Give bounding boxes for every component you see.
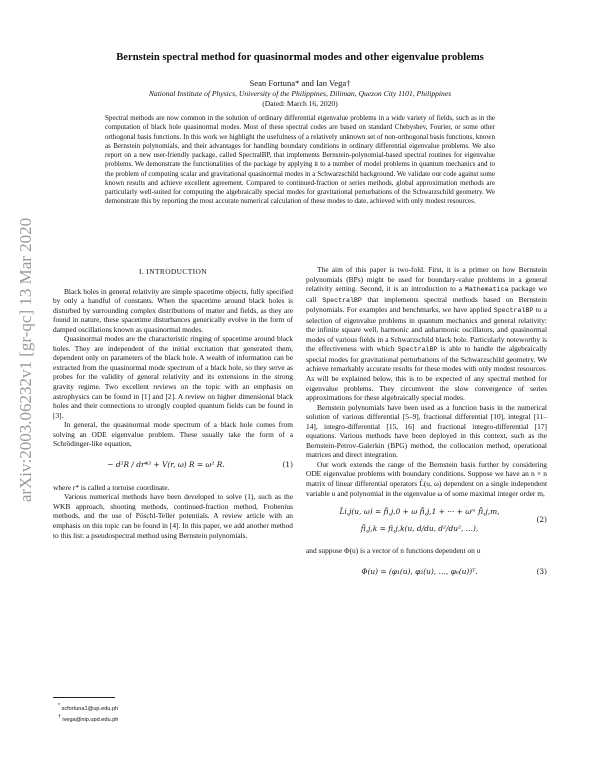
paper-date: (Dated: March 16, 2020) [262,99,338,108]
code-spectralbp: SpectralBP [397,346,438,354]
code-mathematica: Mathematica [464,286,509,294]
footnote-1 [58,702,118,713]
footnote-1-email: scfortuna1@up.edu.ph [61,705,119,712]
text-run: to a selection of eigenvalue problems in quantum mechanics and general relativity: the infinite square well, harmonic and anharmonic oscillators, and quasinormal modes of various fields in a Schwarzschild black hole. Particularly noteworthy is the effectiveness with which [306,305,547,354]
footnote-2-email: ivega@nip.upd.edu.ph [62,716,119,723]
paper-affiliation: National Institute of Physics, University of the Philippines, Diliman, Quezon City 1101, Philippines [148,89,452,98]
equation-2-number: (2) [536,515,547,525]
left-paragraph-3: In general, the quasinormal mode spectrum of a black hole comes from solving an ODE eigenvalue problem. These usually take the form of a Schrödinger-like equation, [53,420,293,449]
text-run: package we call [306,284,547,304]
arxiv-stamp-text: arXiv:2003.06232v1 [gr-qc] 13 Mar 2020 [16,217,35,503]
paper-authors: Sean Fortuna* and Ian Vega† [249,78,351,88]
code-spectralbp: SpectralBP [493,307,534,315]
abstract: Spectral methods are now common in the solution of ordinary differential eigenvalue problems in a wide variety of fields, such as in the computation of black hole quasinormal modes. Most of these spectral codes are based on standard Chebyshev, Fourier, or some other orthogonal basis functions. In this work we highlight the usefulness of a relatively unknown set of non-orthogonal basis functions, known as Bernstein polynomials, and their advantages for handling boundary conditions in ordinary differential eigenvalue problems. We also report on a new user-friendly package, called SpectralBP, that implements Bernstein-polynomial-based spectral routines for eigenvalue problems. We demonstrate the functionalities of the package by applying it to a number of model problems in quantum mechanics and to the problem of computing scalar and gravitational quasinormal modes in a Schwarzschild background. We validate our code against some known results and achieve excellent agreement. Compared to continued-fraction or series methods, global approximation methods are particularly well-suited for computing the algebraically special modes for gravitational perturbations of the Schwarzschild geometry. We demonstrate this by reporting the most accurate numerical calculation of these modes to date, achieved with only modest resources. [105,114,495,206]
right-paragraph-2: Bernstein polynomials have been used as a function basis in the numerical solution of various differential [5–9], fractional differential [10], integral [11–14], integro-differential [15, 16] and fractional integro-differential [17] equations. Various methods have been deployed in this context, such as the Bernstein-Petrov-Galerkin (BPG) method, the collocation method, operational matrices and direct integration. [306,402,547,460]
right-column [306,265,547,590]
paper-title: Bernstein spectral method for quasinormal modes and other eigenvalue problems [116,52,484,63]
text-run: that implements spectral methods based on Bernstein polynomials. For examples and benchmarks, we have applied [306,294,547,315]
text-run: is able to handle the algebraically special modes for gravitational perturbations of the Schwarzschild geometry. We achieve remarkably accurate results for these modes with only modest resources. As will be explained below, this is to be expected of any spectral method for eigenvalue problems. They circumvent the slow convergence of series approximations for these algebraically special modes. [306,344,548,403]
equation-3-body: Φ(u) = (φ₁(u), φ₂(u), …, φₙ(u))ᵀ. [361,566,478,576]
right-paragraph-1 [306,265,547,403]
footnotes [58,702,118,724]
left-column [53,267,293,540]
right-paragraph-3: Our work extends the range of the Bernstein basis further by considering ODE eigenvalue problems with boundary conditions. Suppose we have an n × n matrix of linear differential operators L̂(u, ω) dependent on a single independent variable u and polynomial in the eigenvalue ω of some maximal integer order m, [306,459,547,498]
right-paragraph-4: and suppose Φ(u) is a vector of n functions dependent on u [306,546,481,556]
equation-1 [53,456,293,476]
left-paragraph-5: Various numerical methods have been developed to solve (1), such as the WKB approach, shooting methods, continued-fraction method, Frobenius methods, and the use of Pöschl-Teller potentials. A review article with an emphasis on this topic can be found in [4]. In this paper, we add another method to this list: a pseudospectral method using Bernstein polynomials. [53,492,293,540]
left-paragraph-4: where r* is called a tortoise coordinate. [53,482,170,492]
equation-1-body: − d²R / dr*² + V(r, ω) R = ω² R. [107,459,225,469]
left-paragraph-2: Quasinormal modes are the characteristic ringing of spacetime around black holes. They are independent of the initial excitation that generated them, dependent only on parameters of the black hole. A wealth of information can be extracted from the quasinormal mode spectrum of a black hole, so they serve as probes for the validity of general relativity and its extensions in the strong gravity regime. Two excellent reviews on the topic with an emphasis on astrophysics can be found in [1] and [2]. A review on higher dimensional black holes and their connections to strongly coupled quantum fields can be found in [3]. [53,334,293,420]
equation-1-number: (1) [282,459,293,469]
arxiv-stamp [12,195,40,525]
footnote-rule [53,697,115,698]
equation-3 [306,563,547,583]
section-heading-introduction: I. INTRODUCTION [139,267,207,276]
equation-2-line-1: L̂i,j(u, ω) = f̂i,j,0 + ω f̂i,j,1 + ··· + ωᵐ f̂i,j,m, [339,507,500,517]
code-spectralbp: SpectralBP [322,296,362,304]
footnote-1-mark: * [58,703,60,709]
equation-3-number: (3) [536,566,547,576]
equation-2 [306,505,547,539]
footnote-2 [58,713,118,724]
left-paragraph-1: Black holes in general relativity are simple spacetime objects, fully specified by only a handful of constants. When the spacetime around black holes is disturbed by surrounding complex distributions of matter and fields, as they are found in nature, these spacetime disturbances generically evolve in the form of damped oscillations known as quasinormal modes. [53,286,293,334]
equation-2-line-2: f̂i,j,k = fi,j,k(u, d/du, d²/du², …), [360,524,479,534]
footnote-2-mark: † [58,713,61,720]
text-run: The aim of this paper is two-fold. First, it is a primer on how Bernstein polynomials (BPs) might be used for boundary-value problems in a general relativity setting. Second, it is an introduction to a [306,265,547,294]
